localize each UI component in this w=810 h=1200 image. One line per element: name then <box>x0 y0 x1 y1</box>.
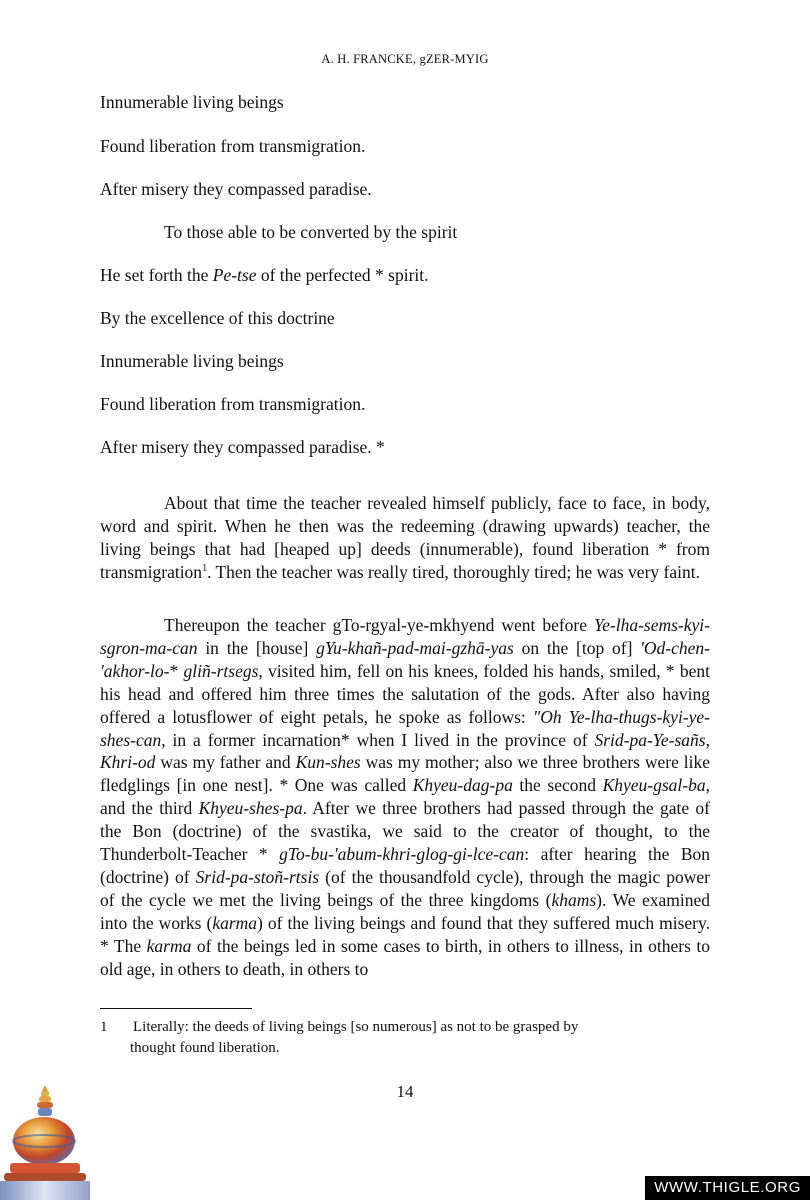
verse-line-5 <box>100 265 429 286</box>
paragraph-2-text: (of the thousandfold cycle), through the magic power of the cycle we met the living beings of the three kingdoms ( <box>100 866 710 910</box>
footnote-line-2: thought found liberation. <box>130 1039 280 1056</box>
paragraph-2-text: . After we three brothers had passed through the gate of the Bon (doctrine) of the svastika, we said to the creator of thought, to the Thunderbolt-Teacher * <box>100 798 711 865</box>
paragraph-2 <box>100 614 710 981</box>
verse-line-4: To those able to be converted by the spirit <box>164 222 458 242</box>
paragraph-2-italic-term: Srid-pa-stoñ-rtsis <box>195 866 320 887</box>
footnote-reference[interactable]: 1 <box>202 562 208 574</box>
paragraph-2-text: , visited him, fell on his knees, folded his hands, smiled, * bent his head and offered him three times the salutation of the gods. After also having offered a lotusflower of eight petals, he spoke as follows: <box>100 660 711 727</box>
verse-line-7: Innumerable living beings <box>100 351 284 371</box>
paragraph-2-italic-term: karma <box>212 912 258 933</box>
paragraph-1-text-end: . Then the teacher was really tired, thoroughly tired; he was very faint. <box>207 561 700 582</box>
site-url-badge[interactable]: WWW.THIGLE.ORG <box>645 1176 810 1200</box>
paragraph-2-italic-term: gliñ-rtsegs <box>183 660 259 681</box>
verse-line-5-italic: Pe-tse <box>212 265 257 285</box>
verse-line-5-part-3: of the perfected * spirit. <box>256 265 429 285</box>
paragraph-2-italic-term: karma <box>146 935 192 956</box>
verse-line-2: Found liberation from transmigration. <box>100 136 366 156</box>
paragraph-2-text: on the [top of] <box>513 637 641 658</box>
stupa-logo-icon <box>0 1085 90 1200</box>
footnote <box>100 1017 700 1058</box>
verse-line-1: Innumerable living beings <box>100 92 284 112</box>
paragraph-2-text: Thereupon the teacher gTo-rgyal-ye-mkhyend went before <box>164 615 594 635</box>
paragraph-1 <box>100 492 710 584</box>
paragraph-2-text: the second <box>512 775 603 796</box>
footnote-number: 1 <box>100 1019 108 1035</box>
verse-line-6: By the excellence of this doctrine <box>100 308 335 328</box>
paragraph-2-italic-term: Khyeu-dag-pa <box>412 775 513 796</box>
paragraph-2-italic-term: khams <box>551 889 597 910</box>
paragraph-2-text: , <box>705 729 710 750</box>
paragraph-2-text: was my father and <box>155 752 296 773</box>
paragraph-2-text: ) of the living beings and found that they suffered much misery. * The <box>100 912 710 956</box>
paragraph-2-italic-term: gYu-khañ-pad-mai-gzhā-yas <box>316 637 514 658</box>
paragraph-2-italic-term: gTo-bu-'abum-khri-glog-gi-lce-can <box>279 844 525 865</box>
verse-line-5-part-1: He set forth the <box>100 265 213 285</box>
running-header: A. H. FRANCKE, gZER-MYIG <box>321 52 489 66</box>
verse-line-9: After misery they compassed paradise. * <box>100 437 385 457</box>
paragraph-2-italic-term: Srid-pa-Ye-sañs <box>594 729 706 750</box>
verse-line-8: Found liberation from transmigration. <box>100 394 366 414</box>
paragraph-2-text: of the beings led in some cases to birth, in others to illness, in others to old age, in others to death, in others to <box>100 935 710 979</box>
paragraph-2-italic-term: Ye-lha-sems-kyi-sgron-ma-can <box>100 615 710 658</box>
paragraph-2-italic-term: Khyeu-gsal-ba <box>602 775 706 796</box>
paragraph-1-text: About that time the teacher revealed himself publicly, face to face, in body, word and spirit. When he then was the redeeming (drawing upwards) teacher, the living beings that had [heaped up] deeds (innumerable), found liberation * from transmigration <box>100 493 710 582</box>
paragraph-2-text: in the [house] <box>197 637 317 658</box>
footnote-line-1: Literally: the deeds of living beings [so numerous] as not to be grasped by <box>133 1019 579 1035</box>
footnote-divider <box>100 1008 252 1009</box>
paragraph-2-italic-term: Kun-shes <box>295 752 361 773</box>
paragraph-2-italic-term: 'Od-chen-'akhor-lo- <box>100 637 710 681</box>
paragraph-2-italic-term: "Oh Ye-lha-thugs-kyi-ye-shes-can <box>100 706 710 750</box>
paragraph-2-text: * <box>169 660 184 681</box>
paragraph-2-text: was my mother; also we three brothers were like fledglings [in one nest]. * One was called <box>100 752 710 796</box>
page-number: 14 <box>396 1082 414 1101</box>
paragraph-2-text: : after hearing the Bon (doctrine) of <box>100 844 710 887</box>
verse-line-3: After misery they compassed paradise. <box>100 179 372 199</box>
paragraph-2-text: , in a former incarnation* when I lived in the province of <box>161 729 595 750</box>
paragraph-2-text: ). We examined into the works ( <box>100 889 711 933</box>
paragraph-2-italic-term: Khyeu-shes-pa <box>198 798 303 819</box>
paragraph-2-text: , and the third <box>100 775 710 819</box>
paragraph-2-italic-term: Khri-od <box>100 752 156 773</box>
